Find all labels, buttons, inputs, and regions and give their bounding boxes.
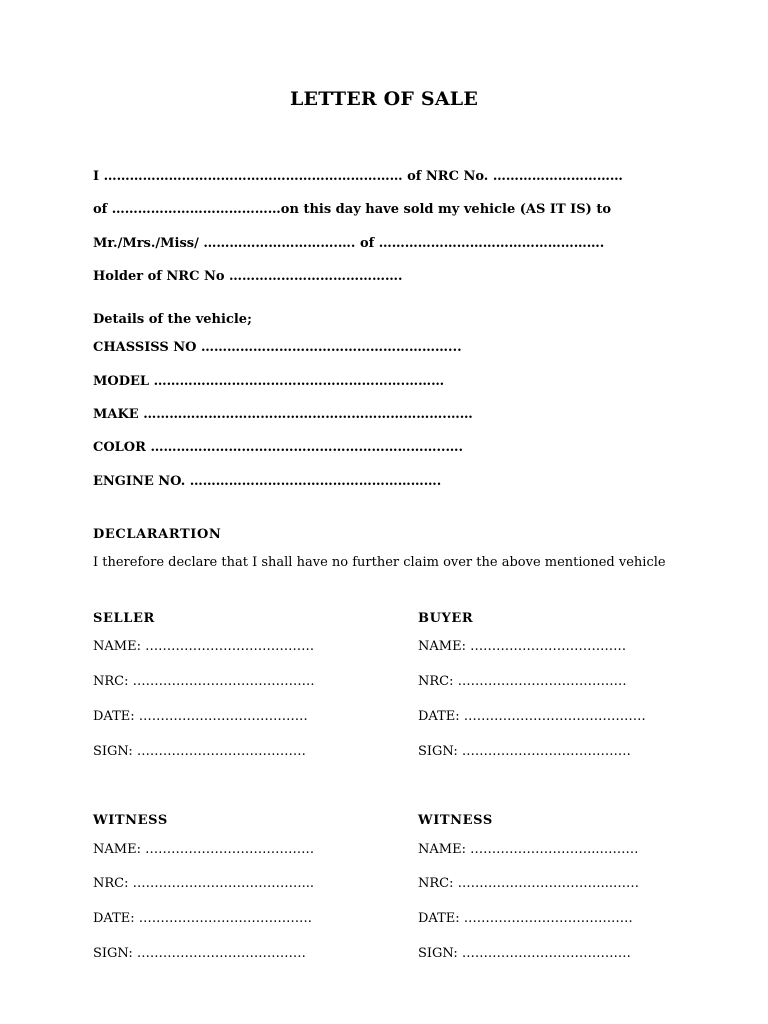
witness-left-heading: WITNESS	[93, 813, 168, 828]
buyer-nrc-line: Holder of NRC No ………………………………….	[93, 269, 403, 284]
seller-name-field: NAME: …………………………………	[93, 639, 315, 654]
witness-left-name-field: NAME: …………………………………	[93, 842, 315, 857]
make-field: MAKE …………………………………………………………….……	[93, 407, 473, 422]
witness-right-date-field: DATE: …………………………………	[418, 911, 633, 926]
witness-right-sign-field: SIGN: …………………………………	[418, 946, 631, 961]
seller-nrc-field: NRC: ……………………………………	[93, 674, 315, 689]
witness-left-sign-field: SIGN: …………………………………	[93, 946, 306, 961]
color-field: COLOR …………………………………………………………..….	[93, 440, 464, 455]
model-field: MODEL ………………………………………………….………	[93, 374, 445, 389]
declaration-heading: DECLARARTION	[93, 527, 222, 542]
buyer-name-field: NAME: ………………………………	[418, 639, 627, 654]
seller-sign-field: SIGN: …………………………………	[93, 744, 306, 759]
witness-right-nrc-field: NRC: ……………………………...……	[418, 876, 640, 891]
buyer-sign-field: SIGN: …………………………………	[418, 744, 631, 759]
buyer-nrc-field: NRC: …………………………………	[418, 674, 627, 689]
buyer-date-field: DATE: ……………………………………	[418, 709, 646, 724]
buyer-identity-line: Mr./Mrs./Miss/ ………………………….…. of …………………………………………….	[93, 236, 605, 251]
seller-heading: SELLER	[93, 611, 155, 626]
witness-left-nrc-field: NRC: …………………………………...	[93, 876, 315, 891]
engine-number-field: ENGINE NO. ………………………………………………….	[93, 474, 442, 489]
witness-right-name-field: NAME: ………………………...………	[418, 842, 639, 857]
witness-left-date-field: DATE: ………………………………….	[93, 911, 312, 926]
declaration-text: I therefore declare that I shall have no further claim over the above mentioned vehicle	[93, 555, 666, 570]
page-title: LETTER OF SALE	[289, 88, 479, 110]
witness-right-heading: WITNESS	[418, 813, 493, 828]
seller-date-field: DATE: …………………………………	[93, 709, 308, 724]
chassis-number-field: CHASSISS NO …………………………………………………...	[93, 340, 462, 355]
vehicle-details-heading: Details of the vehicle;	[93, 312, 252, 327]
seller-identity-line: I …………………………………………………………… of NRC No. …………………………	[93, 169, 623, 184]
sale-statement-line: of …………………………………on this day have sold my vehicle (AS IT IS) to	[93, 202, 611, 217]
buyer-heading: BUYER	[418, 611, 474, 626]
